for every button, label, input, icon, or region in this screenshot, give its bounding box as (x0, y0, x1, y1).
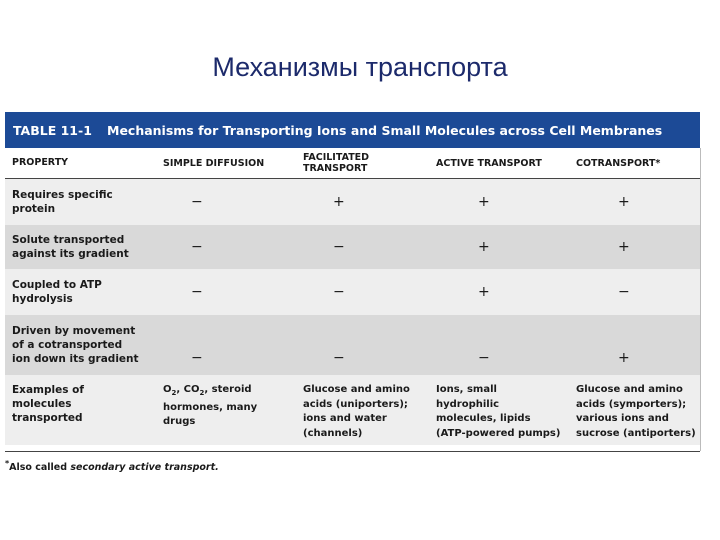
table-row (5, 225, 700, 269)
table-bottom-rule (5, 451, 700, 452)
row-property: Solute transported against its gradient (12, 234, 129, 260)
cell-value: − (191, 284, 203, 300)
cell-value: − (478, 350, 490, 366)
examples-simple-diffusion: $O_2$, $CO_2$, steroid hormones, many drugs (163, 384, 258, 427)
cell-value: + (333, 194, 345, 210)
table-row (5, 315, 700, 375)
cell-value: − (333, 350, 345, 366)
cell-value: − (191, 350, 203, 366)
cell-value: − (191, 194, 203, 210)
cell-value: − (333, 284, 345, 300)
cell-value: + (618, 194, 630, 210)
column-header: COTRANSPORT* (576, 157, 661, 169)
slide-title: Механизмы транспорта (212, 52, 508, 82)
row-property: Requires specific protein (12, 189, 113, 215)
table-row (5, 179, 700, 225)
cell-value: + (478, 194, 490, 210)
cell-value: + (478, 284, 490, 300)
row-property: Driven by movement of a cotransported ion down its gradient (12, 325, 139, 365)
examples-cotransport: Glucose and amino acids (symporters); various ions and sucrose (antiporters) (576, 384, 696, 439)
transport-table (5, 112, 700, 445)
examples-active: Ions, small hydrophilic molecules, lipids (ATP-powered pumps) (436, 384, 561, 439)
column-header: FACILITATED TRANSPORT (303, 152, 370, 174)
cell-value: − (618, 284, 630, 300)
column-header: PROPERTY (12, 157, 69, 168)
column-header: SIMPLE DIFFUSION (163, 157, 265, 169)
table-caption-bar (5, 112, 700, 148)
table-right-border (700, 148, 701, 451)
column-header-row (5, 148, 700, 179)
table-row-examples (5, 375, 700, 445)
cell-value: − (333, 239, 345, 255)
row-property: Coupled to ATP hydrolysis (12, 279, 102, 305)
examples-facilitated: Glucose and amino acids (uniporters); ions and water (channels) (303, 384, 410, 439)
cell-value: + (478, 239, 490, 255)
column-header: ACTIVE TRANSPORT (436, 157, 542, 169)
table-footnote: *Also called secondary active transport. (5, 459, 219, 474)
cell-value: − (191, 239, 203, 255)
cell-value: + (618, 350, 630, 366)
cell-value: + (618, 239, 630, 255)
table-number: TABLE 11-1 (13, 122, 92, 138)
table-caption: Mechanisms for Transporting Ions and Small Molecules across Cell Membranes (107, 122, 663, 138)
row-property: Examples of molecules transported (12, 384, 84, 424)
table-row (5, 269, 700, 315)
